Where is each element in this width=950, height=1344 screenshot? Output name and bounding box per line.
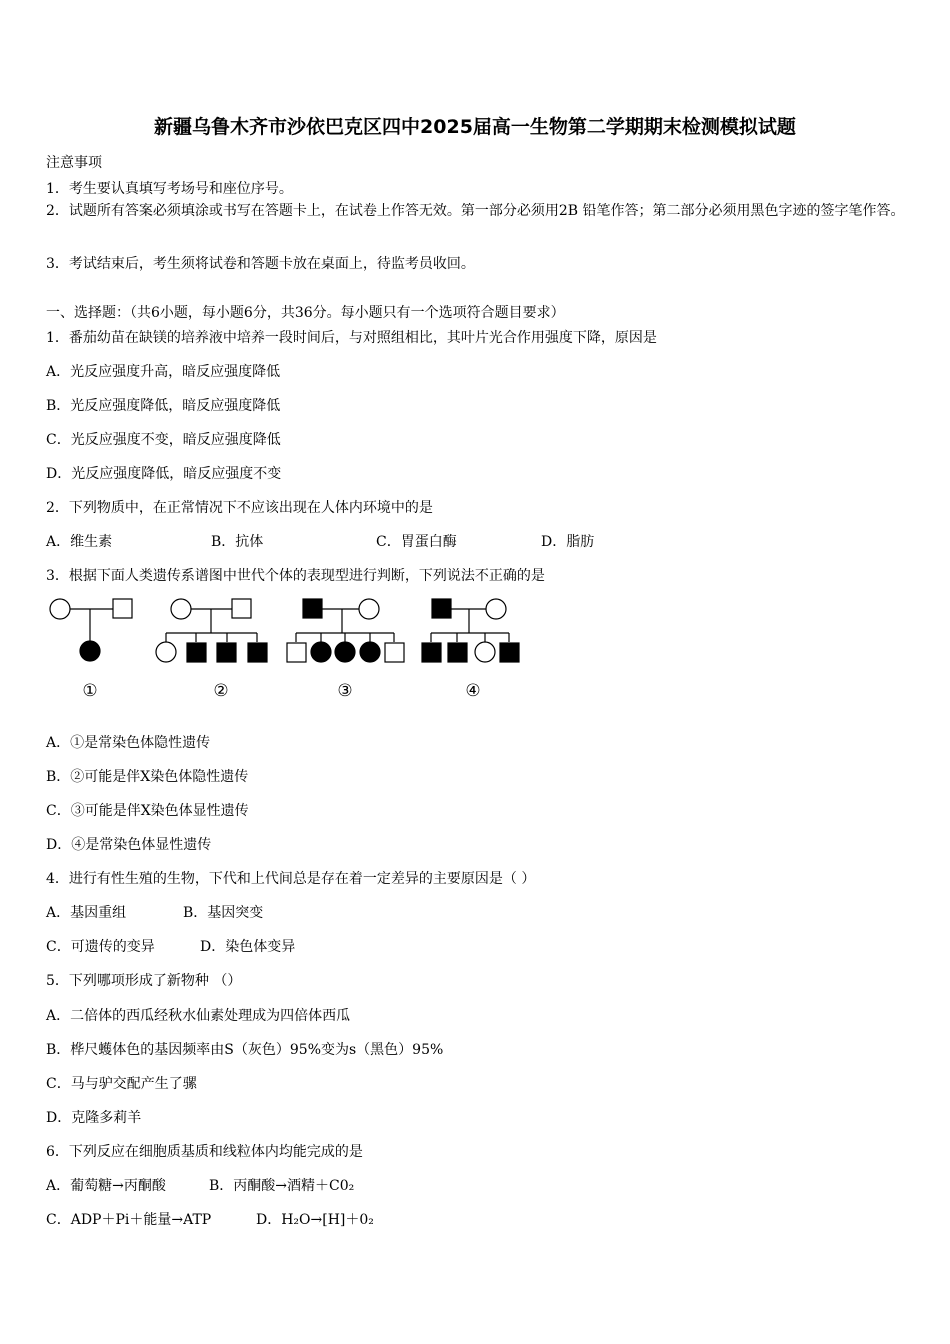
q6-options-row2	[46, 1209, 374, 1229]
child-female-normal	[156, 642, 176, 662]
q4-options-row2	[46, 936, 295, 956]
q3-option-d: D．④是常染色体显性遗传	[46, 837, 212, 853]
q1-option-b: B．光反应强度降低，暗反应强度降低	[46, 398, 281, 414]
parent-female-normal	[171, 599, 191, 619]
child-female-affected	[360, 642, 380, 662]
q3-option-a: A．①是常染色体隐性遗传	[46, 735, 211, 751]
parent-male-affected	[303, 599, 322, 618]
child-male-affected	[248, 643, 267, 662]
q5-option-b: B．桦尺蠖体色的基因频率由S（灰色）95%变为s（黑色）95%	[46, 1042, 444, 1058]
notice-heading: 注意事项	[46, 155, 102, 171]
q1-stem: 1．番茄幼苗在缺镁的培养液中培养一段时间后，与对照组相比，其叶片光合作用强度下降，原因是	[46, 330, 657, 346]
q1-option-c: C．光反应强度不变，暗反应强度降低	[46, 432, 281, 448]
q1-option-d: D．光反应强度降低，暗反应强度不变	[46, 466, 282, 482]
child-male-affected	[187, 643, 206, 662]
page-title: 新疆乌鲁木齐市沙依巴克区四中2025届高一生物第二学期期末检测模拟试题	[154, 116, 796, 138]
child-female-normal	[475, 642, 495, 662]
q6-options-row1	[46, 1175, 354, 1195]
pedigree-label-2: ②	[213, 681, 229, 701]
q6-option-b: B．丙酮酸→酒精＋C0₂	[209, 1178, 355, 1194]
q2-option-c: C．胃蛋白酶	[376, 534, 457, 550]
q5-option-c: C．马与驴交配产生了骡	[46, 1076, 197, 1092]
pedigree-3	[287, 599, 404, 662]
child-male-normal	[287, 643, 306, 662]
notice-item-3: 3．考试结束后，考生须将试卷和答题卡放在桌面上，待监考员收回。	[46, 256, 475, 272]
notice-item-2: 2．试题所有答案必须填涂或书写在答题卡上，在试卷上作答无效。第一部分必须用2B 铅笔作答；第二部分必须用黑色字迹的签字笔作答。	[46, 203, 905, 219]
notice-item-1: 1．考生要认真填写考场号和座位序号。	[46, 181, 293, 197]
q2-stem: 2．下列物质中，在正常情况下不应该出现在人体内环境中的是	[46, 500, 433, 516]
parent-female-normal	[486, 599, 506, 619]
section-heading: 一、选择题：（共6小题，每小题6分，共36分。每小题只有一个选项符合题目要求）	[46, 305, 565, 321]
pedigree-4	[422, 599, 519, 662]
q4-options-row1	[46, 902, 263, 922]
q5-option-a: A．二倍体的西瓜经秋水仙素处理成为四倍体西瓜	[46, 1008, 351, 1024]
q4-option-a: A．基因重组	[46, 905, 127, 921]
child-male-affected	[448, 643, 467, 662]
parent-female-normal	[50, 599, 70, 619]
parent-female-normal	[359, 599, 379, 619]
pedigree-2	[156, 599, 267, 662]
child-male-affected	[422, 643, 441, 662]
child-female-affected	[335, 642, 355, 662]
pedigree-label-1: ①	[82, 681, 98, 701]
pedigree-label-4: ④	[465, 681, 481, 701]
q3-stem: 3．根据下面人类遗传系谱图中世代个体的表现型进行判断，下列说法不正确的是	[46, 568, 545, 584]
q3-option-b: B．②可能是伴X染色体隐性遗传	[46, 769, 249, 785]
q6-option-d: D．H₂O→[H]＋0₂	[256, 1212, 374, 1228]
q4-stem: 4．进行有性生殖的生物，下代和上代间总是存在着一定差异的主要原因是（ ）	[46, 871, 536, 887]
q3-option-c: C．③可能是伴X染色体显性遗传	[46, 803, 249, 819]
q6-option-c: C．ADP＋Pi＋能量→ATP	[46, 1212, 212, 1228]
child-female-affected	[80, 641, 100, 661]
q5-option-d: D．克隆多莉羊	[46, 1110, 142, 1126]
q6-stem: 6．下列反应在细胞质基质和线粒体内均能完成的是	[46, 1144, 363, 1160]
pedigree-label-3: ③	[337, 681, 353, 701]
parent-male-normal	[232, 599, 251, 618]
q2-option-d: D．脂肪	[541, 534, 595, 550]
q2-option-b: B．抗体	[211, 534, 264, 550]
parent-male-affected	[432, 599, 451, 618]
q1-option-a: A．光反应强度升高，暗反应强度降低	[46, 364, 281, 380]
parent-male-normal	[113, 599, 132, 618]
q2-option-a: A．维生素	[46, 534, 113, 550]
q6-option-a: A．葡萄糖→丙酮酸	[46, 1178, 166, 1194]
q5-stem: 5．下列哪项形成了新物种 （）	[46, 973, 242, 989]
child-male-affected	[500, 643, 519, 662]
pedigree-1	[50, 599, 132, 661]
pedigree-diagrams	[46, 592, 526, 704]
q4-option-c: C．可遗传的变异	[46, 939, 155, 955]
q4-option-b: B．基因突变	[183, 905, 264, 921]
q2-options	[46, 531, 594, 551]
child-male-affected	[217, 643, 236, 662]
child-female-affected	[311, 642, 331, 662]
child-male-normal	[385, 643, 404, 662]
q4-option-d: D．染色体变异	[200, 939, 296, 955]
